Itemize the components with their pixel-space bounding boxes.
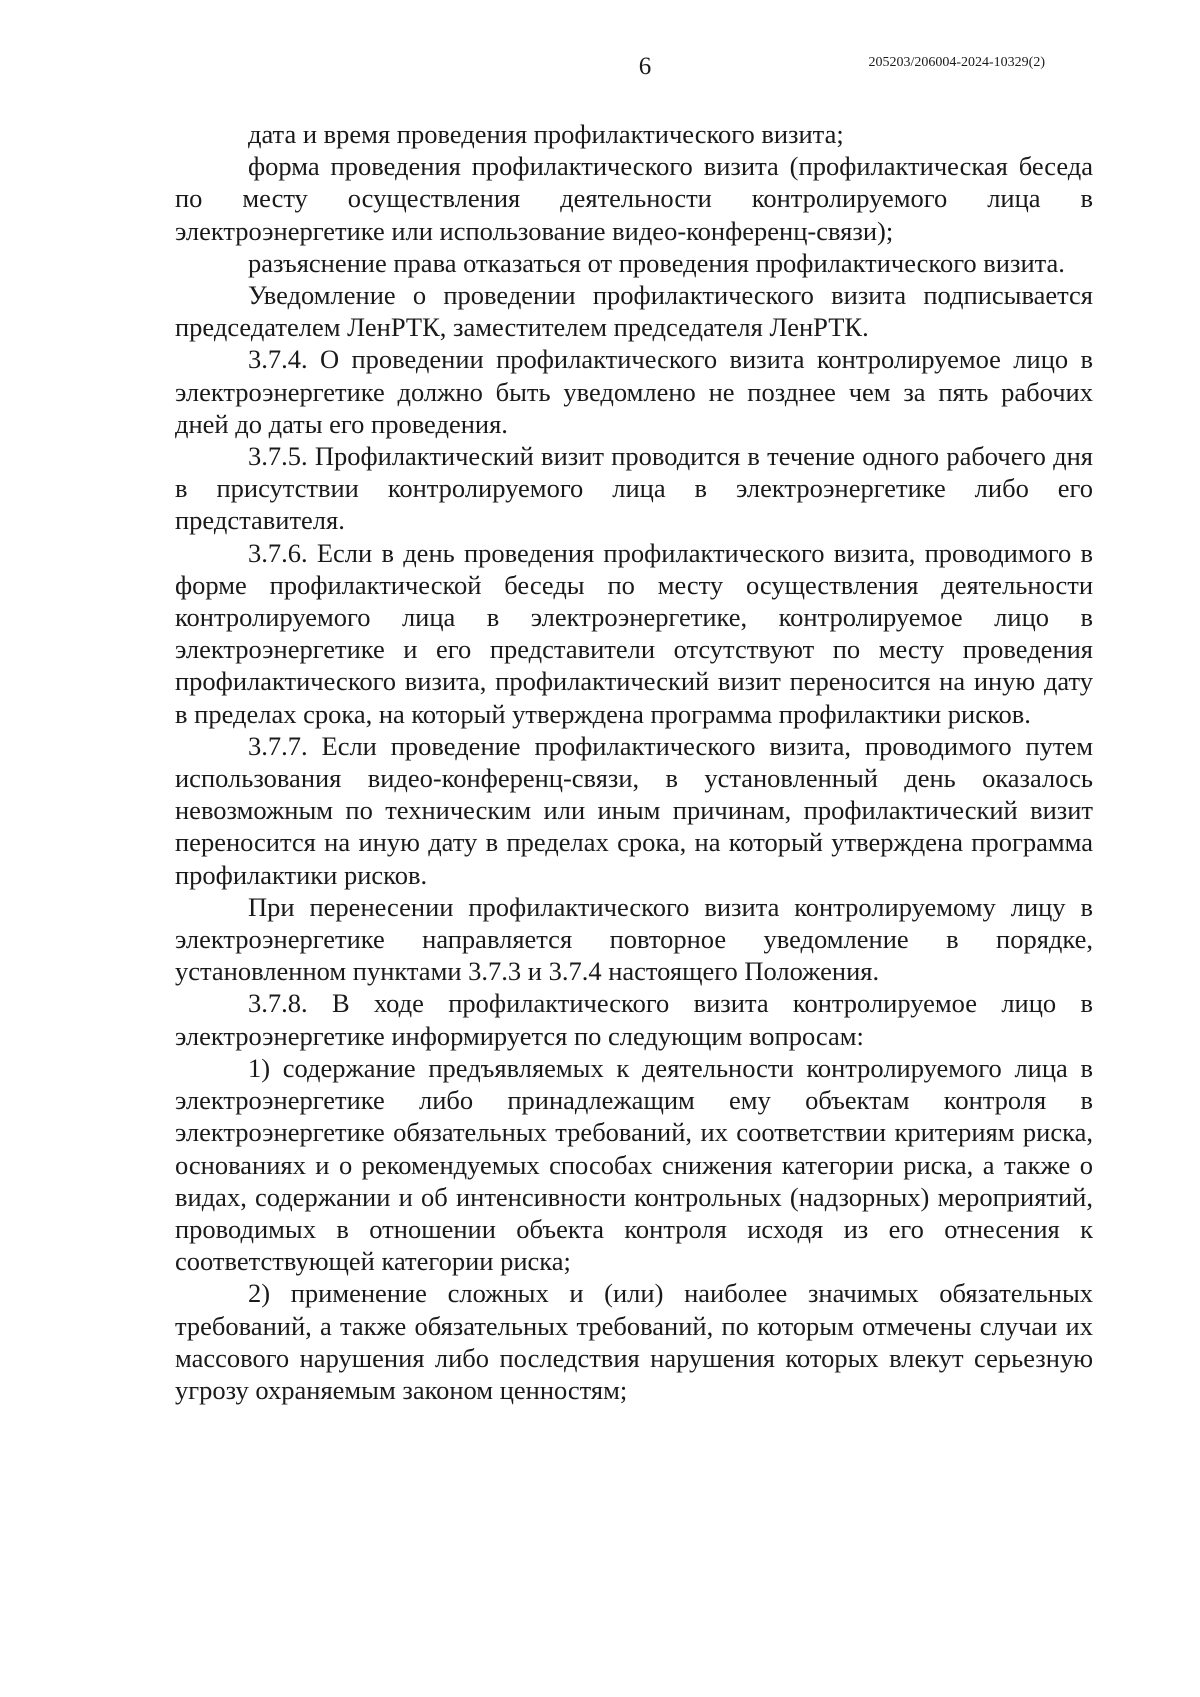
paragraph-rescheduling-notice: При перенесении профилактического визита контролируемому лицу в электроэнергетике направляется повторное уведомление в порядке, установленном пунктами 3.7.3 и 3.7.4 настоящего Положения. <box>175 891 1093 987</box>
page-number: 6 <box>638 53 652 80</box>
paragraph-visit-form: форма проведения профилактического визита (профилактическая беседа по месту осуществления деятельности контролируемого лица в электроэнергетике или использование видео-конференц-связи); <box>175 151 1093 246</box>
paragraph-notice-signing: Уведомление о проведении профилактического визита подписывается председателем ЛенРТК, заместителем председателя ЛенРТК. <box>175 280 1093 343</box>
document-registration-number: 205203/206004-2024-10329(2) <box>868 55 1045 70</box>
document-body <box>175 118 1093 1406</box>
list-item-1: 1) содержание предъявляемых к деятельности контролируемого лица в электроэнергетике либо принадлежащим ему объектам контроля в электроэнергетике обязательных требований, их соответствии критериям риска, основаниях и о рекомендуемых способах снижения категории риска, а также о видах, содержании и об интенсивности контрольных (надзорных) мероприятий, проводимых в отношении объекта контроля исходя из его отнесения к соответствующей категории риска; <box>175 1052 1093 1277</box>
paragraph-right-to-refuse: разъяснение права отказаться от проведения профилактического визита. <box>248 247 1065 278</box>
paragraph-3-7-8: 3.7.8. В ходе профилактического визита контролируемое лицо в электроэнергетике информируется по следующим вопросам: <box>175 988 1093 1051</box>
paragraph-3-7-4: 3.7.4. О проведении профилактического визита контролируемое лицо в электроэнергетике должно быть уведомлено не позднее чем за пять рабочих дней до даты его проведения. <box>175 344 1093 439</box>
paragraph-3-7-6: 3.7.6. Если в день проведения профилактического визита, проводимого в форме профилактической беседы по месту осуществления деятельности контролируемого лица в электроэнергетике, контролируемое лицо в электроэнергетике и его представители отсутствуют по месту проведения профилактического визита, профилактический визит переносится на иную дату в пределах срока, на который утверждена программа профилактики рисков. <box>175 537 1093 729</box>
paragraph-3-7-7: 3.7.7. Если проведение профилактического визита, проводимого путем использования видео-конференц-связи, в установленный день оказалось невозможным по техническим или иным причинам, профилактический визит переносится на иную дату в пределах срока, на который утверждена программа профилактики рисков. <box>175 730 1093 890</box>
paragraph-3-7-5: 3.7.5. Профилактический визит проводится в течение одного рабочего дня в присутствии контролируемого лица в электроэнергетике либо его представителя. <box>175 441 1093 536</box>
paragraph-visit-datetime: дата и время проведения профилактического визита; <box>248 119 844 149</box>
list-item-2: 2) применение сложных и (или) наиболее значимых обязательных требований, а также обязательных требований, по которым отмечены случаи их массового нарушения либо последствия нарушения которых влекут серьезную угрозу охраняемым законом ценностям; <box>175 1278 1093 1405</box>
